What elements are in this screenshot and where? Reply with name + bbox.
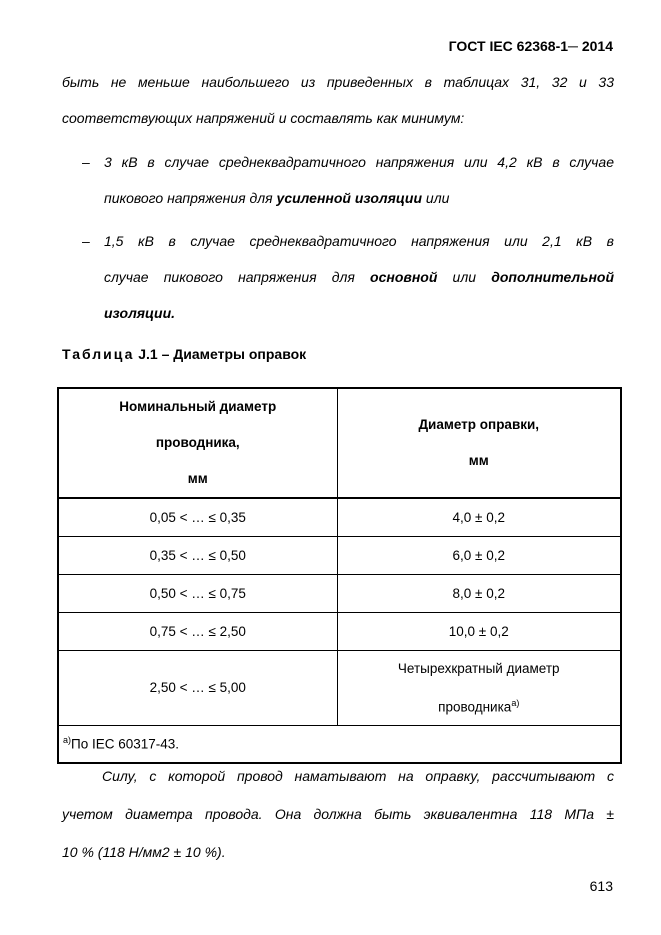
list-item-1-line-2: пикового напряжения для усиленной изоляции или — [104, 190, 450, 206]
cell-range: 2,50 < … ≤ 5,00 — [58, 651, 337, 726]
page-number: 613 — [589, 878, 613, 894]
list-dash-1: – — [82, 154, 90, 170]
cell-range: 0,35 < … ≤ 0,50 — [58, 537, 337, 575]
list-item-2-line-2: случае пикового напряжения для основной или дополнительной — [104, 269, 615, 285]
table-footnote: $^{a)}$По IEC 60317-43. — [58, 725, 621, 763]
table-caption: Таблица J.1 – Диаметры оправок — [62, 346, 307, 362]
cell-range: 0,75 < … ≤ 2,50 — [58, 613, 337, 651]
header-mandrel-diameter: Диаметр оправки, мм — [337, 388, 621, 498]
table-row — [58, 575, 621, 613]
term-basic-insulation: основной — [370, 269, 438, 285]
intro-line-2: соответствующих напряжений и составлять как минимум: — [62, 110, 465, 126]
cell-diameter: 6,0 ± 0,2 — [337, 537, 621, 575]
cell-diameter: 8,0 ± 0,2 — [337, 575, 621, 613]
list-item-2-line-3: изоляции. — [104, 305, 176, 321]
header-conductor-diameter: Номинальный диаметр проводника, мм — [58, 388, 337, 498]
list-item-1-line-1: 3 кВ в случае среднеквадратичного напряжения или 4,2 кВ в случае — [104, 154, 614, 170]
document-header: ГОСТ IEC 62368-1─ 2014 — [448, 38, 613, 54]
after-line-1: Силу, с которой провод наматывают на оправку, рассчитывают с — [102, 768, 614, 784]
after-line-2: учетом диаметра провода. Она должна быть эквивалентна 118 МПа ± — [62, 806, 614, 822]
mandrel-diameter-table — [57, 387, 622, 764]
list-dash-2: – — [82, 233, 90, 249]
table-row — [58, 498, 621, 537]
table-header-row — [58, 388, 621, 498]
table-row — [58, 537, 621, 575]
cell-diameter: 10,0 ± 0,2 — [337, 613, 621, 651]
table-row — [58, 613, 621, 651]
term-reinforced-insulation: усиленной изоляции — [276, 190, 423, 206]
cell-diameter: 4,0 ± 0,2 — [337, 498, 621, 537]
after-line-3: 10 % (118 Н/мм2 ± 10 %). — [62, 844, 226, 860]
intro-line-1: быть не меньше наибольшего из приведенных в таблицах 31, 32 и 33 — [62, 74, 614, 90]
cell-range: 0,50 < … ≤ 0,75 — [58, 575, 337, 613]
table-footnote-row — [58, 725, 621, 763]
cell-diameter: Четырехкратный диаметр проводника$^{a)}$ — [337, 651, 621, 726]
cell-range: 0,05 < … ≤ 0,35 — [58, 498, 337, 537]
list-item-2-line-1: 1,5 кВ в случае среднеквадратичного напряжения или 2,1 кВ в — [104, 233, 614, 249]
footnote-reference: a) — [511, 698, 520, 708]
term-supplementary-insulation: дополнительной — [491, 269, 615, 285]
table-row — [58, 651, 621, 726]
